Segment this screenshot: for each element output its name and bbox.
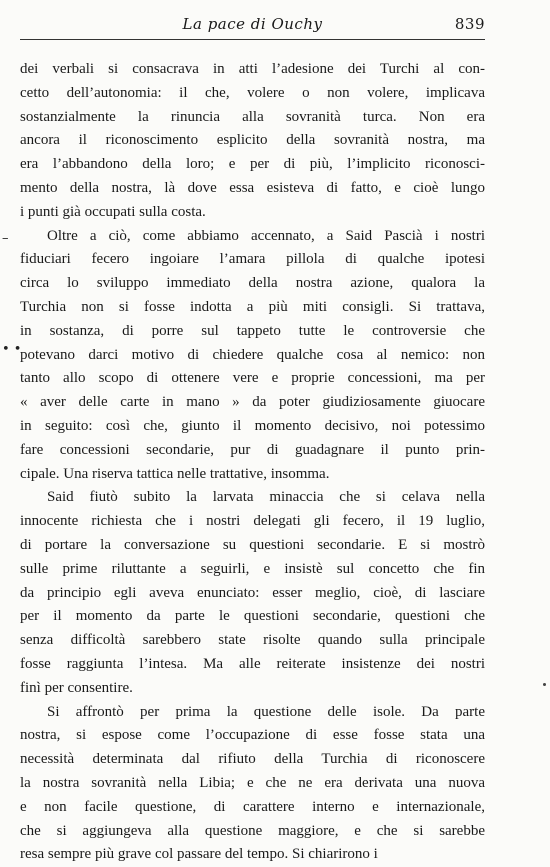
margin-mark: – <box>2 231 9 246</box>
text-line: resa sempre più grave col passare del tempo. Si chiarirono i <box>20 846 378 863</box>
text-line: fiduciari fecero ingoiare l’amara pillola di qualche ipotesi <box>20 251 485 268</box>
text-line: i punti già occupati sulla costa. <box>20 203 206 220</box>
text-line: tanto allo scopo di ottenere vere e proprie concessioni, ma per <box>20 370 485 387</box>
text-line: fosse raggiunta l’intesa. Ma alle reiterate insistenze dei nostri <box>20 655 485 672</box>
text-line: innocente richiesta che i nostri delegati gli fecero, il 19 luglio, <box>20 513 485 530</box>
running-header <box>20 12 485 36</box>
paragraph <box>20 486 485 700</box>
text-line: sulle prime riluttante a seguirli, e insistè sul concetto che fin <box>20 560 485 577</box>
text-line: mento della nostra, là dove essa esisteva di fatto, e cioè lungo <box>20 179 485 196</box>
running-title: La pace di Ouchy <box>182 15 323 33</box>
text-line: per il momento da parte le questioni secondarie, questioni che <box>20 608 485 625</box>
text-line: cetto dell’autonomia: il che, volere o non volere, implicava <box>20 84 485 101</box>
paragraph <box>20 225 485 487</box>
text-line: fare concessioni secondarie, pur di guadagnare il punto prin- <box>20 441 485 458</box>
text-line: in seguito: così che, giunto il momento decisivo, noi potessimo <box>20 417 485 434</box>
margin-mark: • • <box>2 342 22 357</box>
text-line: necessità determinata dal rifiuto della Turchia di riconoscere <box>20 751 485 768</box>
text-line: che si aggiungeva alla questione maggiore, e che si sarebbe <box>20 822 485 839</box>
text-line: Turchia non si fosse indotta a più miti consigli. Si trattava, <box>20 298 485 315</box>
text-line: Said fiutò subito la larvata minaccia che si celava nella <box>47 489 485 506</box>
text-line: di portare la conversazione su questioni secondarie. E si mostrò <box>20 536 485 553</box>
page-number: 839 <box>454 15 485 33</box>
text-line: nostra, si espose come l’occupazione di esse fosse stata una <box>20 727 485 744</box>
ink-speck <box>543 683 546 686</box>
text-line: dei verbali si consacrava in atti l’adesione dei Turchi al con- <box>20 61 485 77</box>
header-rule <box>20 39 485 40</box>
text-line: potevano darci motivo di chiedere qualche cosa al nemico: non <box>20 346 485 363</box>
text-line: « aver delle carte in mano » da poter giudiziosamente giuocare <box>20 394 485 411</box>
text-line: era l’abbandono della loro; e per di più, l’implicito riconosci- <box>20 156 485 173</box>
text-line: la nostra sovranità nella Libia; e che ne era derivata una nuova <box>20 774 485 791</box>
paragraph <box>20 701 485 867</box>
text-line: circa lo sviluppo immediato della nostra azione, qualora la <box>20 275 485 292</box>
paragraph <box>20 58 485 225</box>
text-line: senza difficoltà sarebbero state risolte quando sulla principale <box>20 632 485 649</box>
text-line: e non facile questione, di carattere interno e internazionale, <box>20 798 485 815</box>
text-line: ancora il riconoscimento esplicito della sovranità nostra, ma <box>20 132 485 149</box>
text-line: Si affrontò per prima la questione delle isole. Da parte <box>47 703 485 720</box>
text-line: finì per consentire. <box>20 679 133 696</box>
text-line: Oltre a ciò, come abbiamo accennato, a Said Pascià i nostri <box>47 227 485 244</box>
text-line: da principio egli aveva enunciato: esser meglio, cioè, di lasciare <box>20 584 485 601</box>
text-line: in sostanza, di porre sul tappeto tutte le controversie che <box>20 322 485 339</box>
text-line: sostanzialmente la rinuncia alla sovranità turca. Non era <box>20 108 485 125</box>
text-line: cipale. Una riserva tattica nelle trattative, insomma. <box>20 465 330 482</box>
body-text <box>20 58 485 867</box>
